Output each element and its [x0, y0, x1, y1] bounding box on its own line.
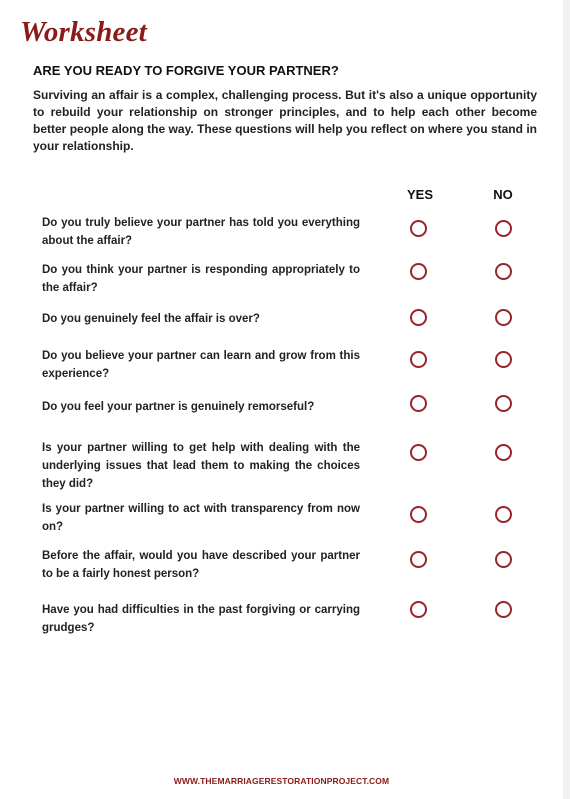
question-9-text: Have you had difficulties in the past forgiving or carrying grudges? [42, 604, 360, 634]
question-4-text: Do you believe your partner can learn and grow from this experience? [42, 350, 360, 380]
question-3-yes-radio[interactable] [410, 309, 427, 326]
question-5-no-radio[interactable] [495, 395, 512, 412]
question-6-no-radio[interactable] [495, 444, 512, 461]
question-2-yes-radio[interactable] [410, 263, 427, 280]
question-8-text: Before the affair, would you have described your partner to be a fairly honest person? [42, 550, 360, 580]
question-1-yes-radio[interactable] [410, 220, 427, 237]
question-1-no-radio[interactable] [495, 220, 512, 237]
question-7-text: Is your partner willing to act with transparency from now on? [42, 503, 360, 533]
question-4-no-radio[interactable] [495, 351, 512, 368]
intro-paragraph: Surviving an affair is a complex, challenging process. But it's also a unique opportunity to rebuild your relationship on stronger principles, and to help each other become better people along the way. These questions will help you reflect on where you stand in your relationship. [33, 88, 537, 153]
question-3-text: Do you genuinely feel the affair is over? [42, 313, 260, 325]
question-6-yes-radio[interactable] [410, 444, 427, 461]
no-column-header: NO [493, 187, 513, 202]
worksheet-title: Worksheet [20, 16, 147, 48]
question-4-yes-radio[interactable] [410, 351, 427, 368]
question-7-yes-radio[interactable] [410, 506, 427, 523]
yes-column-header: YES [406, 187, 433, 202]
question-5-text: Do you feel your partner is genuinely remorseful? [42, 401, 315, 413]
worksheet-heading: ARE YOU READY TO FORGIVE YOUR PARTNER? [33, 63, 339, 78]
question-2-no-radio[interactable] [495, 263, 512, 280]
question-5-yes-radio[interactable] [410, 395, 427, 412]
question-2-text: Do you think your partner is responding appropriately to the affair? [42, 264, 360, 294]
question-8-no-radio[interactable] [495, 551, 512, 568]
website-footer: WWW.THEMARRIAGERESTORATIONPROJECT.COM [173, 776, 390, 786]
question-9-no-radio[interactable] [495, 601, 512, 618]
question-7-no-radio[interactable] [495, 506, 512, 523]
question-6-text: Is your partner willing to get help with dealing with the underlying issues that lead them to making the choices they did? [42, 442, 360, 490]
question-8-yes-radio[interactable] [410, 551, 427, 568]
question-1-text: Do you truly believe your partner has told you everything about the affair? [42, 217, 360, 247]
question-3-no-radio[interactable] [495, 309, 512, 326]
question-9-yes-radio[interactable] [410, 601, 427, 618]
